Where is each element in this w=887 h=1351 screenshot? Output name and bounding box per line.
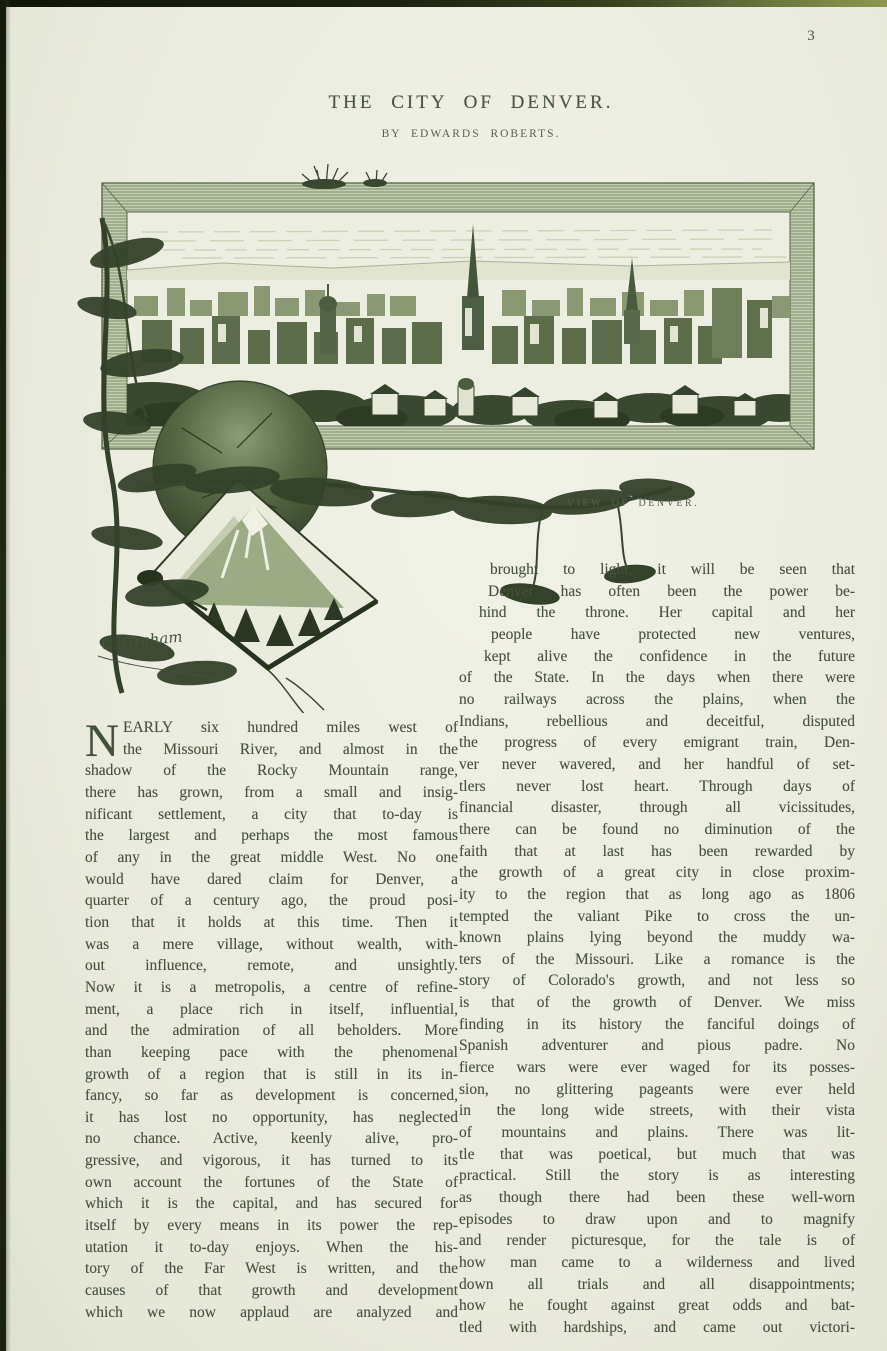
illustration-caption: VIEW OF DENVER. xyxy=(566,498,700,509)
text-line: kept alive the confidence in the future xyxy=(484,647,855,665)
text-line: there can be found no diminution of the xyxy=(459,820,855,838)
text-line: gressive, and vigorous, it has turned to its xyxy=(85,1152,458,1170)
text-line: quarter of a century ago, the proud posi- xyxy=(85,892,458,910)
drop-cap: N xyxy=(85,715,119,767)
page-number: 3 xyxy=(807,28,815,44)
text-line: of the State. In the days when there were xyxy=(459,669,855,687)
text-line: ity to the region that as long ago as 1806 xyxy=(459,885,855,903)
text-line: of mountains and plains. There was lit- xyxy=(459,1124,855,1142)
text-line: Indians, rebellious and deceitful, disputed xyxy=(459,712,855,730)
text-line: there has grown, from a small and insig- xyxy=(85,783,458,801)
article-title: THE CITY OF DENVER. xyxy=(328,92,614,113)
text-line: Now it is a metropolis, a centre of refine- xyxy=(85,978,458,996)
text-line: utation it to-day enjoys. When the his- xyxy=(85,1238,458,1256)
text-line: finding in its history the fanciful doings of xyxy=(459,1015,855,1033)
text-line: episodes to draw upon and to magnify xyxy=(459,1210,855,1228)
text-line: sion, no glittering pageants were ever held xyxy=(459,1080,855,1098)
text-line: people have protected new ventures, xyxy=(491,625,855,643)
text-line: the progress of every emigrant train, Den- xyxy=(459,734,855,752)
text-line: fierce wars were ever waged for its posses- xyxy=(459,1059,855,1077)
text-line: own account the fortunes of the State of xyxy=(85,1173,458,1191)
text-line: tory of the Far West is written, and the xyxy=(85,1260,458,1278)
text-line: ver never wavered, and her handful of set- xyxy=(459,755,855,773)
svg-text:C. Graham: C. Graham xyxy=(100,627,184,654)
text-line: tle that was poetical, but much that was xyxy=(459,1145,855,1163)
text-line: it has lost no opportunity, has neglected xyxy=(85,1108,458,1126)
text-line: causes of that growth and development xyxy=(85,1282,458,1300)
page-edge-top xyxy=(0,0,887,7)
text-line: and render picturesque, for the tale is of xyxy=(459,1232,855,1250)
masthead xyxy=(85,92,857,140)
text-line: which it is the capital, and has secured for xyxy=(85,1195,458,1213)
text-line: story of Colorado's growth, and not less so xyxy=(459,972,855,990)
text-line: growth of a region that is still in its in- xyxy=(85,1065,458,1083)
text-line: ment, a place rich in itself, influential, xyxy=(85,1000,458,1018)
text-line: tion that it holds at this time. Then it xyxy=(85,913,458,931)
text-line: fancy, so far as development is concerned, xyxy=(85,1087,458,1105)
text-line: as though there had been these well-worn xyxy=(459,1189,855,1207)
text-line: hind the throne. Her capital and her xyxy=(479,604,855,622)
text-line: and the admiration of all beholders. More xyxy=(85,1022,458,1040)
page-edge-shadow xyxy=(6,0,11,1351)
text-line: Denver has often been the power be- xyxy=(488,582,855,600)
text-line: known plains lying beyond the muddy wa- xyxy=(459,929,855,947)
text-line: would have dared claim for Denver, a xyxy=(85,870,458,888)
text-line: no railways across the plains, when the xyxy=(459,690,855,708)
text-line: than keeping pace with the phenomenal xyxy=(85,1043,458,1061)
text-line: practical. Still the story is as interesting xyxy=(459,1167,855,1185)
text-line: shadow of the Rocky Mountain range, xyxy=(85,762,458,780)
text-line: the largest and perhaps the most famous xyxy=(85,827,458,845)
text-line: the Missouri River, and almost in the xyxy=(123,740,458,758)
text-line: in the long wide streets, with their vista xyxy=(459,1102,855,1120)
text-line: tled with hardships, and came out victori- xyxy=(459,1318,855,1336)
text-line: which we now applaud are analyzed and xyxy=(85,1303,458,1321)
text-line: the growth of a great city in close proxim- xyxy=(459,864,855,882)
text-line: out influence, remote, and unsightly. xyxy=(85,957,458,975)
text-line: nificant settlement, a city that to-day is xyxy=(85,805,458,823)
text-line: brought to light, it will be seen that xyxy=(490,561,855,578)
text-line: tlers never lost heart. Through days of xyxy=(459,777,855,795)
text-line: tempted the valiant Pike to cross the un- xyxy=(459,907,855,925)
text-line: down all trials and all disappointments; xyxy=(459,1275,855,1293)
text-line: how man came to a wilderness and lived xyxy=(459,1254,855,1271)
text-line: was a mere village, without wealth, with- xyxy=(85,935,458,953)
text-line: no chance. Active, keenly alive, pro- xyxy=(85,1130,458,1148)
text-line: Spanish adventurer and pious padre. No xyxy=(459,1037,855,1055)
right-column xyxy=(459,559,855,1339)
text-line: financial disaster, through all vicissitudes, xyxy=(459,799,855,817)
text-line: itself by every means in its power the rep- xyxy=(85,1217,458,1235)
text-line: is that of the growth of Denver. We miss xyxy=(459,994,855,1012)
text-line: ters of the Missouri. Like a romance is the xyxy=(459,950,855,968)
article-byline: BY EDWARDS ROBERTS. xyxy=(381,128,561,140)
text-line: faith that at last has been rewarded by xyxy=(459,842,855,860)
text-line: how he fought against great odds and bat- xyxy=(459,1297,855,1315)
text-line: of any in the great middle West. No one xyxy=(85,848,458,866)
text-line: EARLY six hundred miles west of xyxy=(123,719,458,736)
left-column xyxy=(85,717,458,1323)
